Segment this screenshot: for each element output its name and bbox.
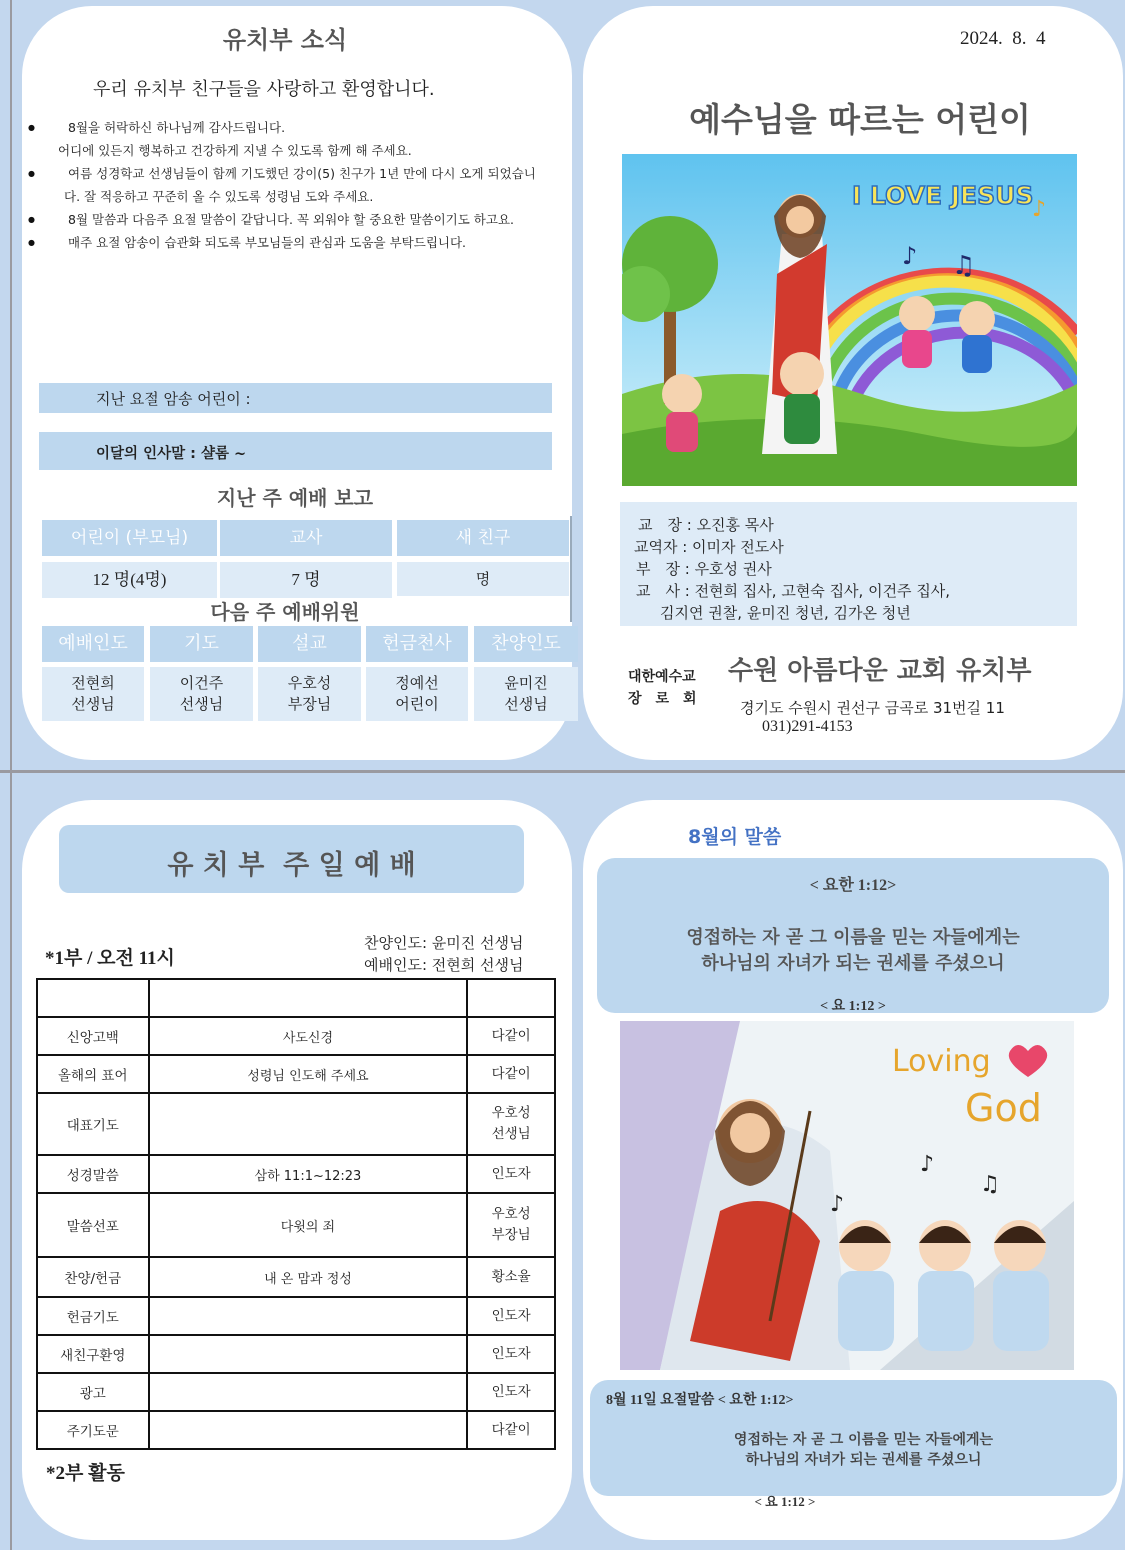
- service-title: 유 치 부 주 일 예 배: [167, 850, 416, 881]
- greeting-bar: [39, 432, 552, 470]
- order-item: 말씀선포: [37, 1193, 149, 1257]
- committee-name: [258, 667, 361, 721]
- monthly-verse-ref: < 요한 1:12>: [809, 877, 897, 894]
- image-caption-loving: Loving: [892, 1044, 991, 1079]
- committee-name-line: 전현희: [71, 674, 115, 692]
- attendance-header: 교사: [220, 520, 392, 556]
- greeting-label: 이달의 인사말 : 샬롬 ~: [96, 446, 247, 462]
- news-item: 어디에 있든지 행복하고 건강하게 지낼 수 있도록 함께 해 주세요.: [58, 143, 412, 158]
- committee-role-line: 선생님: [504, 695, 548, 713]
- order-leader: 다같이: [467, 1017, 555, 1055]
- order-leader: 인도자: [467, 1335, 555, 1373]
- committee-name-line: 이건주: [179, 674, 224, 692]
- praise-leader: 찬양인도: 윤미진 선생님: [364, 934, 524, 952]
- order-item: 헌금기도: [37, 1297, 149, 1335]
- svg-text:♪: ♪: [1032, 197, 1047, 222]
- attendance-value: 명: [397, 562, 569, 596]
- order-leader: [467, 979, 555, 1017]
- order-leader: 우호성 부장님: [467, 1193, 555, 1257]
- order-leader: 인도자: [467, 1373, 555, 1411]
- page-divider-vertical: [10, 0, 12, 1550]
- church-address: 경기도 수원시 권선구 금곡로 31번길 11: [740, 699, 1005, 717]
- news-welcome: 우리 유치부 친구들을 사랑하고 환영합니다.: [93, 79, 435, 100]
- order-item: 신앙고백: [37, 1017, 149, 1055]
- part1-label: *1부 / 오전 11시: [45, 948, 175, 969]
- committee-name-line: 윤미진: [504, 674, 548, 692]
- order-content: 성령님 인도해 주세요: [149, 1055, 468, 1093]
- news-title: 유치부 소식: [222, 26, 348, 54]
- svg-text:♫: ♫: [980, 1172, 1000, 1197]
- committee-header: 기도: [150, 626, 253, 662]
- monthly-verse-line: 영접하는 자 곧 그 이름을 믿는 자들에게는: [686, 927, 1020, 948]
- order-row: [37, 1193, 555, 1257]
- part2-label: *2부 활동: [46, 1463, 125, 1484]
- order-item: 대표기도: [37, 1093, 149, 1155]
- cover-title: 예수님을 따르는 어린이: [689, 100, 1031, 139]
- order-leader: 인도자: [467, 1155, 555, 1193]
- attendance-value: 7 명: [220, 562, 392, 598]
- monthly-verse-line: 하나님의 자녀가 되는 권세를 주셨으니: [701, 953, 1005, 974]
- committee-title: 다음 주 예배위원: [210, 600, 360, 624]
- denomination-line: 장 로 회: [628, 691, 697, 707]
- attendance-title: 지난 주 예배 보고: [216, 486, 374, 510]
- staff-line: 교 사 : 전현희 집사, 고현숙 집사, 이건주 집사,: [636, 582, 951, 600]
- committee-header: 예배인도: [42, 626, 144, 662]
- order-row: [37, 979, 555, 1017]
- order-content: [149, 1093, 468, 1155]
- church-phone: 031)291-4153: [762, 718, 853, 735]
- attendance-value: 12 명(4명): [42, 562, 217, 598]
- order-content: [149, 1335, 468, 1373]
- committee-header: 설교: [258, 626, 361, 662]
- svg-text:♪: ♪: [830, 1192, 845, 1217]
- order-leader: 다같이: [467, 1411, 555, 1449]
- order-item: 광고: [37, 1373, 149, 1411]
- news-list: [58, 116, 558, 254]
- image-caption-i-love-jesus: I LOVE JESUS: [852, 181, 1034, 210]
- service-title-box: [59, 825, 524, 893]
- order-item: 새친구환영: [37, 1335, 149, 1373]
- denomination: [628, 666, 697, 710]
- committee-header: 찬양인도: [474, 626, 578, 662]
- order-item: 주기도문: [37, 1411, 149, 1449]
- order-row: [37, 1055, 555, 1093]
- page-divider-horizontal: [0, 770, 1125, 773]
- order-row: [37, 1093, 555, 1155]
- monthly-verse-box: [597, 858, 1109, 1013]
- memory-verse-label: 지난 요절 암송 어린이 :: [96, 390, 251, 408]
- order-content: 삼하 11:1~12:23: [149, 1155, 468, 1193]
- order-item: 올해의 표어: [37, 1055, 149, 1093]
- order-content: [149, 979, 468, 1017]
- news-item: ● 여름 성경학교 선생님들이 함께 기도했던 강이(5) 친구가 1년 만에 다시 오게 되었습니: [58, 162, 558, 185]
- svg-text:♪: ♪: [902, 242, 918, 270]
- committee-name: [42, 667, 144, 721]
- staff-line: 부 장 : 우호성 권사: [636, 560, 772, 578]
- monthly-verse-ref-short: < 요 1:12 >: [820, 999, 886, 1014]
- order-content: 다윗의 죄: [149, 1193, 468, 1257]
- committee-header: 헌금천사: [366, 626, 468, 662]
- order-row: [37, 1411, 555, 1449]
- worship-leader: 예배인도: 전현희 선생님: [364, 956, 524, 974]
- staff-line: 교역자 : 이미자 전도사: [634, 538, 784, 556]
- committee-role-line: 선생님: [179, 695, 224, 713]
- order-leader: 황소율: [467, 1257, 555, 1297]
- order-item: 성경말씀: [37, 1155, 149, 1193]
- order-content: [149, 1297, 468, 1335]
- order-content: 사도신경: [149, 1017, 468, 1055]
- attendance-header: 어린이 (부모님): [42, 520, 217, 556]
- committee-name: [150, 667, 253, 721]
- order-content: [149, 1373, 468, 1411]
- committee-role-line: 선생님: [71, 695, 115, 713]
- order-row: [37, 1297, 555, 1335]
- news-item: ● 매주 요절 암송이 습관화 되도록 부모님들의 관심과 도움을 부탁드립니다.: [58, 231, 558, 254]
- memory-verse-bar: [39, 383, 552, 413]
- loving-god-illustration: [620, 1021, 1074, 1370]
- order-row: [37, 1017, 555, 1055]
- committee-name: [474, 667, 578, 721]
- news-item: ● 8월 말씀과 다음주 요절 말씀이 같답니다. 꼭 외워야 할 중요한 말씀이기도 하고요.: [58, 208, 558, 231]
- weekly-verse-line: 하나님의 자녀가 되는 권세를 주셨으니: [745, 1452, 982, 1468]
- order-content: [149, 1411, 468, 1449]
- attendance-header: 새 친구: [397, 520, 569, 556]
- staff-line: 교 장 : 오진홍 목사: [638, 516, 774, 534]
- staff-line: 김지연 권찰, 윤미진 청년, 김가온 청년: [660, 604, 911, 622]
- order-row: [37, 1257, 555, 1297]
- weekly-verse-box: [590, 1380, 1117, 1496]
- verse-title: 8월의 말씀: [688, 826, 782, 848]
- order-item: 찬양/헌금: [37, 1257, 149, 1297]
- staff-list: [636, 514, 950, 624]
- svg-text:♪: ♪: [920, 1152, 935, 1177]
- image-caption-god: God: [965, 1086, 1042, 1130]
- committee-name: [366, 667, 468, 721]
- attendance-grid-border: [570, 516, 572, 622]
- committee-role-line: 어린이: [395, 695, 439, 713]
- church-name: 수원 아름다운 교회 유치부: [728, 656, 1032, 686]
- order-row: [37, 1335, 555, 1373]
- news-item: ● 8월을 허락하신 하나님께 감사드립니다.: [58, 116, 558, 139]
- worship-order-table: [36, 978, 556, 1450]
- cover-date: 2024. 8. 4: [960, 28, 1046, 49]
- order-leader: 다같이: [467, 1055, 555, 1093]
- committee-name-line: 우호성: [287, 674, 332, 692]
- committee-role-line: 부장님: [287, 695, 332, 713]
- committee-name-line: 정예선: [395, 674, 439, 692]
- svg-text:♫: ♫: [952, 251, 976, 281]
- jesus-children-illustration: [622, 154, 1077, 486]
- order-content: 내 온 맘과 정성: [149, 1257, 468, 1297]
- order-row: [37, 1373, 555, 1411]
- weekly-verse-label: 8월 11일 요절말씀 < 요한 1:12>: [606, 1393, 794, 1408]
- order-item: [37, 979, 149, 1017]
- order-row: [37, 1155, 555, 1193]
- denomination-line: 대한예수교: [628, 669, 696, 685]
- news-item: 다. 잘 적응하고 꾸준히 올 수 있도록 성령님 도와 주세요.: [64, 189, 374, 204]
- order-leader: 인도자: [467, 1297, 555, 1335]
- weekly-verse-line: 영접하는 자 곧 그 이름을 믿는 자들에게는: [733, 1432, 994, 1448]
- order-leader: 우호성 선생님: [467, 1093, 555, 1155]
- weekly-verse-ref-short: < 요 1:12 >: [754, 1494, 816, 1509]
